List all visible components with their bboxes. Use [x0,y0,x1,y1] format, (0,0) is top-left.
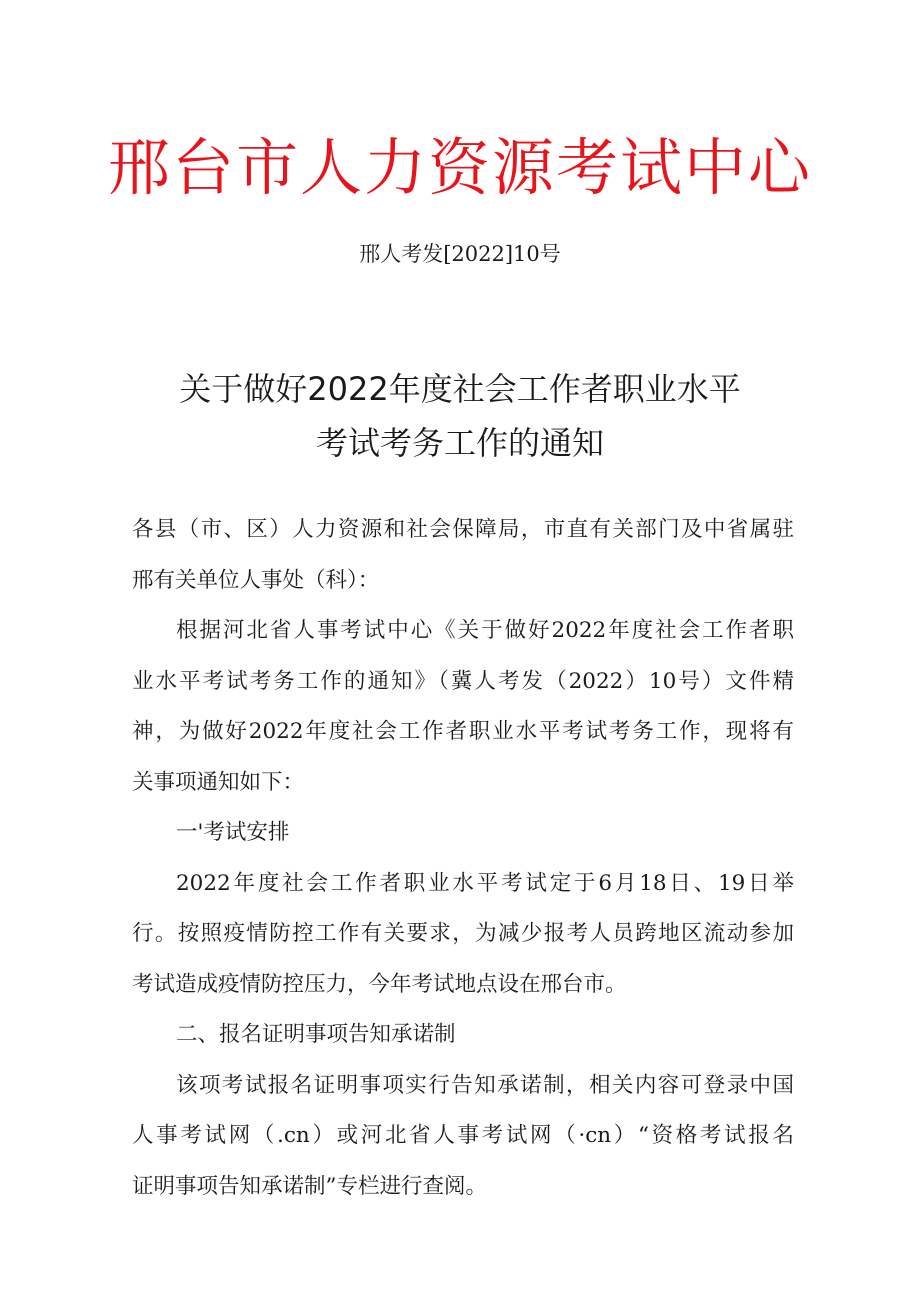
section-2-line-1: 该项考试报名证明事项实行告知承诺制，相关内容可登录中国 [176,1073,794,1098]
section-2-line-3: 证明事项告知承诺制”专栏进行查阅。 [132,1174,487,1199]
intro-line-1: 根据河北省人事考试中心《关于做好2022年度社会工作者职 [176,618,794,643]
section-1-line-1: 2022年度社会工作者职业水平考试定于6月18日、19日举 [176,871,794,896]
addressee-line-1: 各县（市、区）人力资源和社会保障局，市直有关部门及中省属驻 [132,517,794,542]
section-2-line-2: 人事考试网（.cn）或河北省人事考试网（·cn）“资格考试报名 [132,1123,794,1148]
section-2-heading: 二、报名证明事项告知承诺制 [176,1022,456,1047]
section-1-line-3: 考试造成疫情防控压力，今年考试地点设在邢台市。 [132,972,627,997]
doc-number: 邢人考发[2022]10号 [359,242,561,266]
org-title: 邢台市人力资源考试中心 [107,131,812,204]
section-1-line-2: 行。按照疫情防控工作有关要求，为减少报考人员跨地区流动参加 [132,921,794,946]
addressee-line-2: 邢有关单位人事处（科）： [132,568,380,593]
intro-line-4: 关事项通知如下： [132,770,305,795]
doc-title-line-1: 关于做好2022年度社会工作者职业水平 [179,370,741,408]
doc-title-line-2: 考试考务工作的通知 [315,424,604,462]
intro-line-2: 业水平考试考务工作的通知》（冀人考发（2022）10号）文件精 [132,669,794,694]
section-1-heading: 一'考试安排 [176,820,290,845]
intro-line-3: 神，为做好2022年度社会工作者职业水平考试考务工作，现将有 [132,719,794,744]
